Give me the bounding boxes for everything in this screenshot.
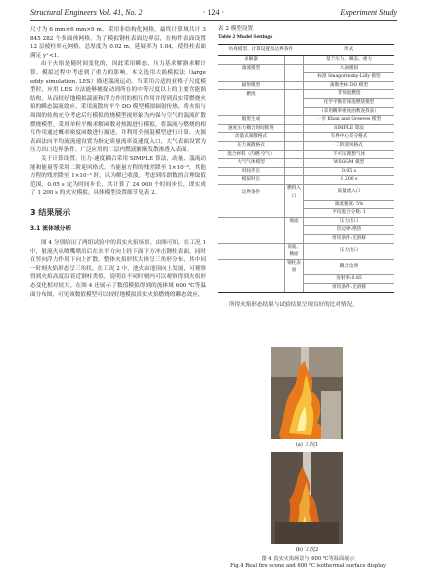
table-cell-setting: 边界条件: [218, 184, 285, 200]
table-cell-setting: [218, 284, 285, 293]
table-cell-subitem: [285, 141, 304, 150]
table-cell-setting: 动量式离散格式: [218, 133, 285, 142]
table-cell-setting: 速度压力耦合时间推进: [218, 124, 285, 133]
table-cell-subitem: [285, 107, 304, 116]
table-row: [218, 133, 394, 142]
table-cell-subitem: [285, 200, 304, 209]
table-cell-setting: [218, 98, 285, 107]
table-row: [218, 275, 394, 284]
table-cell-setting: [218, 107, 285, 116]
table-cell-subitem: 燃料入口: [285, 184, 304, 200]
table-cell-subitem: [285, 133, 304, 142]
table-cell-setting: 压力离散格式: [218, 141, 285, 150]
table-header-row: [218, 45, 394, 56]
fire-image-b: [271, 452, 343, 544]
table-caption-en: Table 2 Model Settings: [218, 33, 273, 40]
figure-caption: [218, 556, 398, 570]
model-settings-table: [218, 44, 394, 293]
right-column: [218, 26, 398, 309]
table-row: [218, 217, 394, 226]
table-header-setting: 仿真模型、计算设置及边界条件: [218, 45, 304, 56]
table-cell-setting: 燃烧: [218, 90, 285, 99]
table-cell-setting: 大气气体模型: [218, 159, 285, 168]
table-cell-subitem: [285, 81, 304, 90]
running-header: [30, 8, 397, 21]
table-cell-form: 湍流强度: 5%: [304, 200, 395, 209]
table-cell-setting: 烟黑生成: [218, 116, 285, 125]
paragraph-settings: 关于计算设置，压力-速度耦合采用 SIMPLE 算法，动量、湍流动能和能量等采用二阶迎风格式。当能量方程的残差降至 1×10⁻⁶，其他方程的残差降至 1×10⁻³ 时，认为解已收敛。考虑到库朗数的合理取值范围，0.05 s 定为时间步长，共计算了 24 000 个时间步长，即实成了 1 200 s 的火灾模拟。具体模型设置细节见表 2。: [30, 155, 206, 197]
table-cell-form: 有界中心差分格式: [304, 133, 395, 142]
table-cell-setting: [218, 275, 285, 284]
table-row: [218, 56, 394, 65]
table-cell-form: 二阶迎风格式: [304, 141, 395, 150]
table-cell-form: 剪切条件:无滑移: [304, 284, 395, 293]
table-cell-subitem: [285, 234, 304, 243]
table-row: [218, 243, 394, 259]
table-cell-setting: 时间步长: [218, 167, 285, 176]
table-cell-subitem: [285, 124, 304, 133]
table-row: [218, 234, 394, 243]
figure-caption-en: Fig.4 Real fire scene and 600 ℃ isothermal surface display: [230, 563, 386, 569]
table-cell-subitem: [285, 64, 304, 73]
table-cell-setting: [218, 217, 285, 226]
table-row: [218, 226, 394, 235]
table-cell-setting: 求解器: [218, 56, 285, 65]
table-cell-setting: [218, 259, 285, 275]
table-cell-subitem: [285, 98, 304, 107]
table-row: [218, 90, 394, 99]
table-row: [218, 209, 394, 218]
table-cell-subitem: [285, 116, 304, 125]
table-cell-form: SIMPLE 算法: [304, 124, 395, 133]
table-row: [218, 141, 394, 150]
table-cell-subitem: [285, 90, 304, 99]
table-row: [218, 167, 394, 176]
table-cell-form: 压力出口: [304, 243, 395, 259]
table-cell-subitem: [285, 73, 304, 82]
table-row: [218, 159, 394, 168]
table-cell-subitem: 顶面、侧面: [285, 243, 304, 259]
table-cell-setting: 湍流模型: [218, 64, 285, 73]
section-heading: 3 结果展示: [30, 207, 71, 217]
table-header-form: 形式: [304, 45, 395, 56]
table-cell-form: 不可压理想气体: [304, 150, 395, 159]
table-row: [218, 284, 394, 293]
table-cell-form: 非预混燃烧: [304, 90, 395, 99]
paragraph-solver: 由于火焰是随时间变化的，因此采用瞬态、压力基求解器求解计算。模拟过程中考虑到了重力的影响。本文选用大涡模拟法（large eddy simulation, LES）描述湍流运动。当采用合适的亚格子尺度模型时，应用 LES 方法能够捕捉动到所在的中等尺度以上的主要含能涡结构，从而较好地模拟湍流和浮力作用的相互作用并得到真实带燃烧火焰的瞬态湍流效应。采用流散坊平个 DO 模型模拟辐射传热。将火焰与周围的传热充分考虑后行模拟的烧模型视形象为内保与空气的湍流扩散燃烧模型。采用单粒平衡求解函数对热源进行模拟，将湍流与燃烧的相互作用通过概率密度函数进行描述，并利用全预混模型进行计算。火源表面法向平均流流速设置为指定质量流率及速度入口，大气表面设置为压力出口边界条件。广泛应用的二层内燃液渐渐发散渗透入表面。: [30, 61, 206, 154]
table-cell-form: 0.05 s: [304, 167, 395, 176]
journal-name: Structural Engineers Vol. 41, No. 2: [30, 8, 143, 17]
table-cell-setting: 辐射模型: [218, 81, 285, 90]
table-row: [218, 98, 394, 107]
figure-caption-cn: 图 4 真实火焰场景与 600 ℃等温面展示: [261, 556, 355, 562]
fire-image-a: [271, 347, 343, 439]
table-cell-form: 基于压力、瞬态、重力: [304, 56, 395, 65]
subsection-heading: 3.1 流体域分析: [30, 226, 72, 233]
table-cell-form: 大涡模拟: [304, 64, 395, 73]
page-number: · 124 ·: [202, 8, 225, 17]
fire-photo-panel-b: [271, 452, 343, 544]
table-cell-form: 离散坐标 DO 模型: [304, 81, 395, 90]
table-cell-setting: [218, 200, 285, 209]
fig-b-label: (b) 工况2: [295, 547, 319, 553]
table-cell-form: 耦合边界: [304, 259, 395, 275]
table-row: [218, 124, 394, 133]
table-row: [218, 73, 394, 82]
table-caption-cn: 表 2 模型设置: [218, 26, 254, 32]
section-label: Experiment Study: [340, 8, 397, 17]
table-cell-subitem: [285, 226, 304, 235]
table-cell-setting: [218, 209, 285, 218]
table-row: [218, 64, 394, 73]
paragraph-fluid-analysis: 图 4 分别给出了两组试验中的真实火焰场景。由图可知，在工况 1 中，射流火从喷嘴喷出后在水平方向上经下面下方冲击钢柱表面，同时在竖向浮力作用下向上扩散，整体火焰形状大体呈三角形分布，其中同一时刻火焰形态呈三角状。在工况 2 中，池火由池顶向上发展，可观察得到火焰高度沿着近钢柱类似，说明在不同时刻内可以观察得到火焰形态变化相对较大。在图 4 还展示了数值模拟得到的流体域 600 ℃等温面分布图，可见该数值模型可以较好地模拟真实火焰燃烧的瞬态效应，: [30, 240, 206, 298]
table-cell-subitem: 地面: [285, 217, 304, 226]
table-cell-setting: [218, 73, 285, 82]
table-cell-subitem: 钢柱表面: [285, 259, 304, 275]
left-column: [30, 26, 206, 299]
paragraph-comparison: 所得火焰形态结果与试验结果呈现良好的比对情况。: [229, 301, 358, 308]
table-cell-subitem: [285, 159, 304, 168]
table-cell-subitem: [285, 150, 304, 159]
table-cell-form: 发射率:0.85: [304, 275, 395, 284]
table-cell-form: WSGGM 模型: [304, 159, 395, 168]
table-cell-form: 质量流入口: [304, 184, 395, 200]
figure-4: [232, 347, 382, 557]
table-row: [218, 81, 394, 90]
paragraph-grid: 尺寸为 6 mm×6 mm×9 m。采用非结构化网格，最终计算域共计 3 845 282 个多面体网格。为了模拟钢柱表面边界层，在构件表面设置 12 层棱柱单元网格，总厚度为 0.02 m，延展率为 1.04，使得柱表面满足 y⁺<1。: [30, 27, 206, 59]
fig-a-label: (a) 工况1: [295, 442, 319, 448]
table-row: [218, 176, 394, 185]
table-cell-subitem: [285, 176, 304, 185]
table-cell-subitem: [285, 167, 304, 176]
table-row: [218, 184, 394, 200]
table-row: [218, 107, 394, 116]
table-cell-setting: [218, 226, 285, 235]
table-cell-form: 热边界:绝热: [304, 226, 395, 235]
table-cell-subitem: [285, 284, 304, 293]
table-cell-setting: 模拟时长: [218, 176, 285, 185]
table-row: [218, 200, 394, 209]
table-cell-form: 一步 Khan and Greeves 模型: [304, 116, 395, 125]
table-cell-setting: 混合材料（内燃-空气）: [218, 150, 285, 159]
table-cell-setting: [218, 243, 285, 259]
fire-photo-panel-a: [271, 347, 343, 439]
table-cell-form: 化学平衡非预混燃烧模型: [304, 98, 395, 107]
table-cell-form: 压力出口: [304, 217, 395, 226]
table-cell-form: 1 200 s: [304, 176, 395, 185]
table-row: [218, 259, 394, 275]
table-caption: [218, 26, 398, 41]
table-cell-subitem: [285, 56, 304, 65]
table-cell-form: 标准 Smagorinsky-Lilly 模型: [304, 73, 395, 82]
table-cell-form: （采用概率密度函数查找表）: [304, 107, 395, 116]
table-row: [218, 150, 394, 159]
table-row: [218, 116, 394, 125]
table-cell-setting: [218, 234, 285, 243]
table-cell-form: 平均混合分数: 1: [304, 209, 395, 218]
table-cell-form: 剪切条件:无滑移: [304, 234, 395, 243]
table-cell-subitem: [285, 209, 304, 218]
table-cell-subitem: [285, 275, 304, 284]
